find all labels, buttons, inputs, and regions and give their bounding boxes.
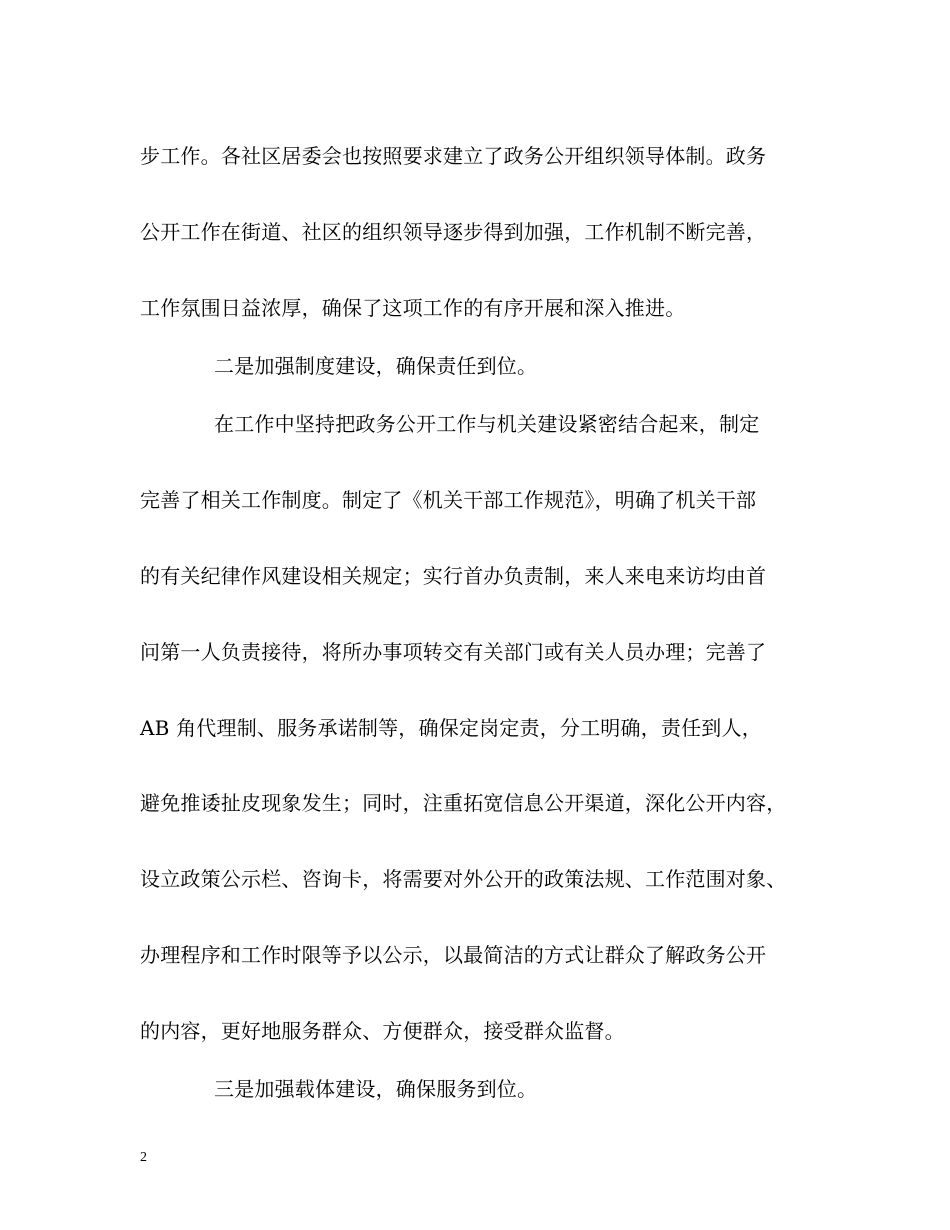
body-text-line: 设立政策公示栏、咨询卡，将需要对外公开的政策法规、工作范围对象、 (140, 867, 787, 891)
body-text-line: 办理程序和工作时限等予以公示，以最简洁的方式让群众了解政务公开 (140, 943, 767, 967)
section-heading: 三是加强载体建设，确保服务到位。 (214, 1077, 538, 1101)
body-text-line: AB 角代理制、服务承诺制等，确保定岗定责，分工明确，责任到人， (140, 716, 762, 740)
section-heading: 二是加强制度建设，确保责任到位。 (214, 354, 538, 378)
body-text-line: 公开工作在街道、社区的组织领导逐步得到加强，工作机制不断完善， (140, 220, 767, 244)
body-text-line: 问第一人负责接待，将所办事项转交有关部门或有关人员办理；完善了 (140, 640, 767, 664)
body-text-line: 避免推诿扯皮现象发生；同时，注重拓宽信息公开渠道，深化公开内容， (140, 791, 787, 815)
body-text-line: 完善了相关工作制度。制定了《机关干部工作规范》，明确了机关干部 (140, 488, 757, 512)
body-text-line: 的有关纪律作风建设相关规定；实行首办负责制，来人来电来访均由首 (140, 564, 767, 588)
body-text-line: 在工作中坚持把政务公开工作与机关建设紧密结合起来，制定 (214, 412, 760, 436)
body-text-line: 工作氛围日益浓厚，确保了这项工作的有序开展和深入推进。 (140, 296, 686, 320)
body-text-line: 步工作。各社区居委会也按照要求建立了政务公开组织领导体制。政务 (140, 144, 767, 168)
page-number: 2 (140, 1150, 147, 1165)
body-text-line: 的内容，更好地服务群众、方便群众，接受群众监督。 (140, 1019, 625, 1043)
